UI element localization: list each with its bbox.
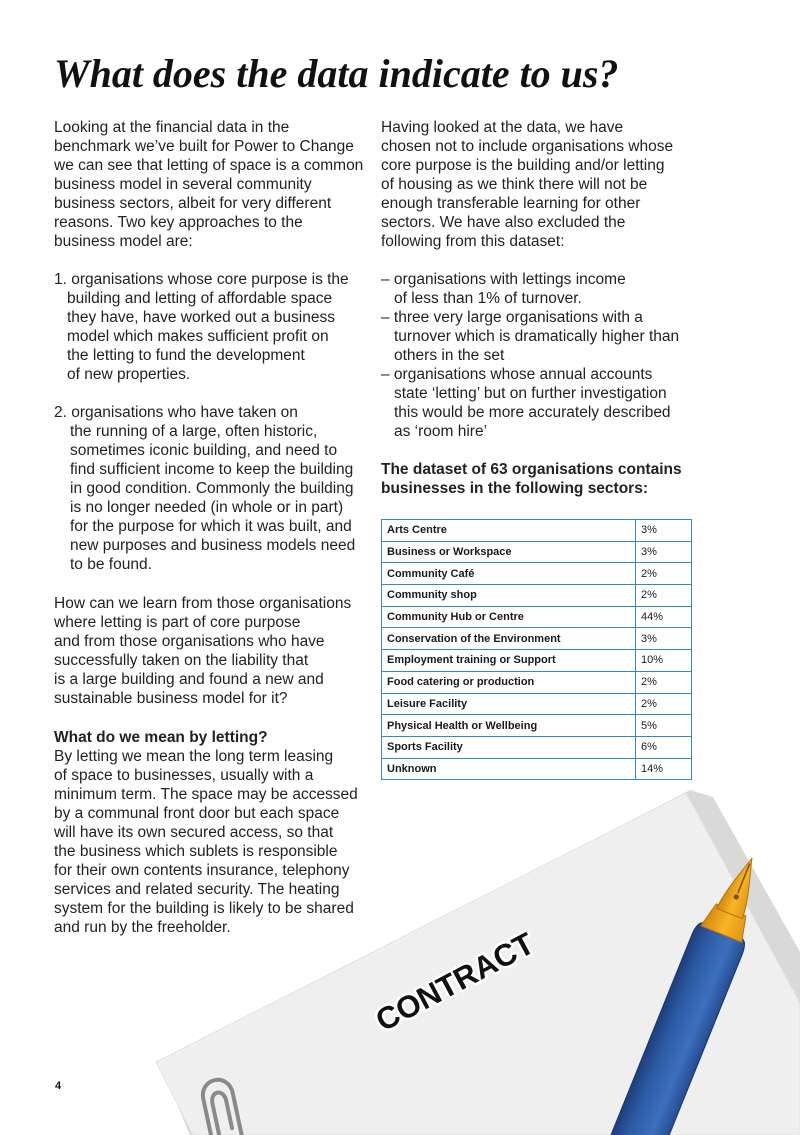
letting-heading: What do we mean by letting? <box>54 729 268 746</box>
list-item-line: is no longer needed (in whole or in part) <box>70 499 344 516</box>
sector-cell: Unknown <box>382 758 636 780</box>
table-row <box>382 563 692 585</box>
list-item-line: others in the set <box>394 347 505 364</box>
text-line: sustainable business model for it? <box>54 690 288 707</box>
table-caption <box>381 460 699 498</box>
approach-item-1 <box>54 270 372 384</box>
list-item-line: in good condition. Commonly the building <box>70 480 354 497</box>
list-item-line: for the purpose for which it was built, and <box>70 518 352 535</box>
right-column <box>381 118 699 498</box>
list-item-line: this would be more accurately described <box>394 404 671 421</box>
caption-line: businesses in the following sectors: <box>381 480 648 497</box>
text-line: reasons. Two key approaches to the <box>54 214 303 231</box>
share-cell: 44% <box>636 606 692 628</box>
list-item-line: – organisations with lettings income <box>381 271 626 288</box>
contract-label: CONTRACT <box>369 925 540 1039</box>
list-item-line: new purposes and business models need <box>70 537 356 554</box>
table-row <box>382 758 692 780</box>
text-line: By letting we mean the long term leasing <box>54 748 334 765</box>
page-number: 4 <box>55 1080 62 1092</box>
text-line: will have its own secured access, so that <box>54 824 334 841</box>
share-cell: 3% <box>636 628 692 650</box>
caption-line: The dataset of 63 organisations contains <box>381 461 682 478</box>
table-row <box>382 541 692 563</box>
text-line: we can see that letting of space is a common <box>54 157 364 174</box>
text-line: services and related security. The heating <box>54 881 340 898</box>
text-line: for their own contents insurance, telephony <box>54 862 350 879</box>
text-line: by a communal front door but each space <box>54 805 340 822</box>
sector-cell: Community shop <box>382 585 636 607</box>
share-cell: 14% <box>636 758 692 780</box>
share-cell: 5% <box>636 715 692 737</box>
exclusion-item <box>381 270 699 308</box>
letting-definition-paragraph <box>54 747 372 937</box>
table-row <box>382 671 692 693</box>
share-cell: 2% <box>636 671 692 693</box>
list-item-line: turnover which is dramatically higher than <box>394 328 680 345</box>
exclusion-item <box>381 365 699 441</box>
text-line: where letting is part of core purpose <box>54 614 301 631</box>
sector-cell: Employment training or Support <box>382 650 636 672</box>
text-line: Looking at the financial data in the <box>54 119 290 136</box>
text-line: of space to businesses, usually with a <box>54 767 314 784</box>
list-item-line: they have, have worked out a business <box>67 309 335 326</box>
spacer <box>54 384 372 403</box>
text-line: enough transferable learning for other <box>381 195 641 212</box>
share-cell: 2% <box>636 585 692 607</box>
share-cell: 3% <box>636 520 692 542</box>
spacer <box>54 251 372 270</box>
list-item-line: – organisations whose annual accounts <box>381 366 653 383</box>
list-item-line: sometimes iconic building, and need to <box>70 442 338 459</box>
text-line: following from this dataset: <box>381 233 565 250</box>
text-line: sectors. We have also excluded the <box>381 214 626 231</box>
text-line: business model in several community <box>54 176 312 193</box>
spacer <box>54 708 372 728</box>
text-line: the business which sublets is responsible <box>54 843 338 860</box>
list-item-line: the letting to fund the development <box>67 347 305 364</box>
sector-cell: Leisure Facility <box>382 693 636 715</box>
sector-cell: Community Café <box>382 563 636 585</box>
sector-cell: Arts Centre <box>382 520 636 542</box>
spacer <box>381 251 699 270</box>
left-column <box>54 118 372 937</box>
list-item-line: model which makes sufficient profit on <box>67 328 329 345</box>
table-row <box>382 520 692 542</box>
spacer <box>381 441 699 460</box>
sectors-table <box>381 519 692 780</box>
table-row <box>382 736 692 758</box>
text-line: successfully taken on the liability that <box>54 652 309 669</box>
data-scope-paragraph <box>381 118 699 251</box>
question-paragraph <box>54 594 372 708</box>
list-item-line: as ‘room hire’ <box>394 423 488 440</box>
text-line: of housing as we think there will not be <box>381 176 648 193</box>
text-line: How can we learn from those organisations <box>54 595 352 612</box>
text-line: benchmark we’ve built for Power to Change <box>54 138 354 155</box>
share-cell: 3% <box>636 541 692 563</box>
text-line: system for the building is likely to be shared <box>54 900 354 917</box>
list-item-line: 2. organisations who have taken on <box>54 404 298 421</box>
sector-cell: Conservation of the Environment <box>382 628 636 650</box>
sector-cell: Community Hub or Centre <box>382 606 636 628</box>
table-row <box>382 650 692 672</box>
share-cell: 6% <box>636 736 692 758</box>
list-item-line: building and letting of affordable space <box>67 290 333 307</box>
share-cell: 10% <box>636 650 692 672</box>
sector-cell: Food catering or production <box>382 671 636 693</box>
list-item-line: of new properties. <box>67 366 191 383</box>
table-row <box>382 606 692 628</box>
approach-item-2 <box>54 403 372 574</box>
list-item-line: the running of a large, often historic, <box>70 423 318 440</box>
table-row <box>382 693 692 715</box>
list-item-line: of less than 1% of turnover. <box>394 290 582 307</box>
page-title: What does the data indicate to us? <box>54 51 619 96</box>
spacer <box>54 574 372 594</box>
share-cell: 2% <box>636 693 692 715</box>
text-line: core purpose is the building and/or letting <box>381 157 665 174</box>
text-line: Having looked at the data, we have <box>381 119 624 136</box>
text-line: business model are: <box>54 233 193 250</box>
share-cell: 2% <box>636 563 692 585</box>
sector-cell: Sports Facility <box>382 736 636 758</box>
text-line: minimum term. The space may be accessed <box>54 786 358 803</box>
list-item-line: find sufficient income to keep the building <box>70 461 354 478</box>
text-line: and from those organisations who have <box>54 633 325 650</box>
text-line: business sectors, albeit for very different <box>54 195 332 212</box>
table-row <box>382 585 692 607</box>
exclusion-item <box>381 308 699 365</box>
text-line: and run by the freeholder. <box>54 919 231 936</box>
text-line: is a large building and found a new and <box>54 671 324 688</box>
sector-cell: Physical Health or Wellbeing <box>382 715 636 737</box>
list-item-line: – three very large organisations with a <box>381 309 643 326</box>
table-row <box>382 628 692 650</box>
sector-cell: Business or Workspace <box>382 541 636 563</box>
table-row <box>382 715 692 737</box>
exclusions-list <box>381 270 699 441</box>
text-line: chosen not to include organisations whose <box>381 138 674 155</box>
intro-paragraph <box>54 118 372 251</box>
list-item-line: 1. organisations whose core purpose is the <box>54 271 349 288</box>
list-item-line: state ‘letting’ but on further investigation <box>394 385 667 402</box>
list-item-line: to be found. <box>70 556 152 573</box>
